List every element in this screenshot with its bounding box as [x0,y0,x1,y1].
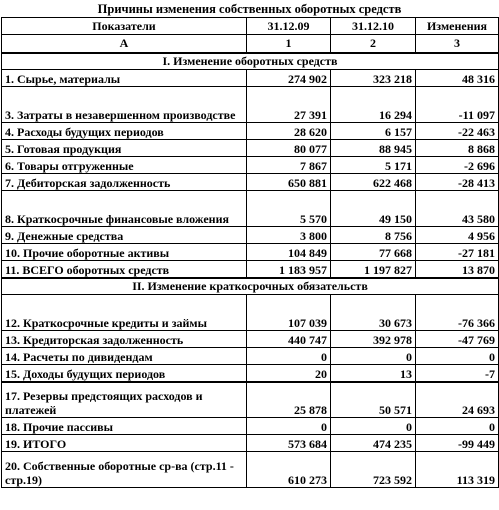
value-change: 113 319 [416,452,499,488]
table-row [2,123,499,140]
value-2010: 30 673 [331,295,416,331]
row-label: 18. Прочие пассивы [2,418,247,435]
table-row [2,331,499,348]
row-label: 1. Сырье, материалы [2,70,247,87]
value-change: -22 463 [416,123,499,140]
value-2010: 49 150 [331,191,416,227]
value-2010: 0 [331,348,416,365]
table-row [2,348,499,365]
value-2010: 8 756 [331,227,416,244]
value-change: 0 [416,418,499,435]
value-change: -76 366 [416,295,499,331]
table-row [2,418,499,435]
value-change: -11 097 [416,87,499,123]
table-row [2,140,499,157]
value-change: 48 316 [416,70,499,87]
value-2010: 5 171 [331,157,416,174]
table-row [2,70,499,87]
value-change: -7 [416,365,499,382]
value-2009: 28 620 [247,123,331,140]
table-row [2,382,499,418]
row-label: 20. Собственные оборотные ср-ва (стр.11 - стр.19) [2,452,247,488]
row-label: 7. Дебиторская задолженность [2,174,247,191]
value-2010: 1 197 827 [331,261,416,278]
value-2010: 50 571 [331,382,416,418]
row-label: 14. Расчеты по дивидендам [2,348,247,365]
row-label: 6. Товары отгруженные [2,157,247,174]
value-2009: 1 183 957 [247,261,331,278]
value-2010: 0 [331,418,416,435]
value-2009: 3 800 [247,227,331,244]
value-2009: 610 273 [247,452,331,488]
col-index-1: 1 [247,35,331,53]
table-row [2,365,499,382]
value-2009: 650 881 [247,174,331,191]
table-row [2,227,499,244]
value-2010: 16 294 [331,87,416,123]
value-2009: 7 867 [247,157,331,174]
row-label: 19. ИТОГО [2,435,247,452]
col-index-a: А [2,35,247,53]
value-2009: 80 077 [247,140,331,157]
row-label: 12. Краткосрочные кредиты и займы [2,295,247,331]
value-2010: 13 [331,365,416,382]
value-2009: 25 878 [247,382,331,418]
value-2010: 77 668 [331,244,416,261]
col-header-indicator: Показатели [2,18,247,35]
value-change: 0 [416,348,499,365]
value-2010: 88 945 [331,140,416,157]
col-index-2: 2 [331,35,416,53]
table-row [2,452,499,488]
row-label: 9. Денежные средства [2,227,247,244]
value-2009: 27 391 [247,87,331,123]
row-label: 5. Готовая продукция [2,140,247,157]
value-change: 4 956 [416,227,499,244]
row-label: 4. Расходы будущих периодов [2,123,247,140]
value-2010: 723 592 [331,452,416,488]
table-title: Причины изменения собственных оборотных средств [97,2,402,16]
value-2009: 0 [247,418,331,435]
value-2009: 573 684 [247,435,331,452]
col-header-date1: 31.12.09 [247,18,331,35]
col-header-change: Изменения [416,18,499,35]
table-row [2,87,499,123]
value-2009: 20 [247,365,331,382]
value-2010: 622 468 [331,174,416,191]
row-label: 8. Краткосрочные финансовые вложения [2,191,247,227]
section-heading: I. Изменение оборотных средств [2,53,499,70]
value-2010: 6 157 [331,123,416,140]
value-2010: 474 235 [331,435,416,452]
section-heading: II. Изменение краткосрочных обязательств [2,278,499,295]
table-row [2,261,499,278]
value-change: 13 870 [416,261,499,278]
value-change: 24 693 [416,382,499,418]
value-2009: 440 747 [247,331,331,348]
table-row [2,295,499,331]
value-change: 43 580 [416,191,499,227]
value-change: 8 868 [416,140,499,157]
table-row [2,244,499,261]
row-label: 15. Доходы будущих периодов [2,365,247,382]
value-change: -2 696 [416,157,499,174]
working-capital-table [1,17,499,488]
value-change: -99 449 [416,435,499,452]
value-2009: 5 570 [247,191,331,227]
col-index-3: 3 [416,35,499,53]
value-change: -47 769 [416,331,499,348]
row-label: 11. ВСЕГО оборотных средств [2,261,247,278]
col-header-date2: 31.12.10 [331,18,416,35]
value-2010: 392 978 [331,331,416,348]
value-change: -27 181 [416,244,499,261]
row-label: 17. Резервы предстоящих расходов и платежей [2,382,247,418]
table-row [2,435,499,452]
table-row [2,174,499,191]
row-label: 3. Затраты в незавершенном производстве [2,87,247,123]
value-2009: 104 849 [247,244,331,261]
value-change: -28 413 [416,174,499,191]
value-2009: 107 039 [247,295,331,331]
table-row [2,157,499,174]
table-row [2,191,499,227]
row-label: 10. Прочие оборотные активы [2,244,247,261]
row-label: 13. Кредиторская задолженность [2,331,247,348]
value-2010: 323 218 [331,70,416,87]
value-2009: 274 902 [247,70,331,87]
value-2009: 0 [247,348,331,365]
